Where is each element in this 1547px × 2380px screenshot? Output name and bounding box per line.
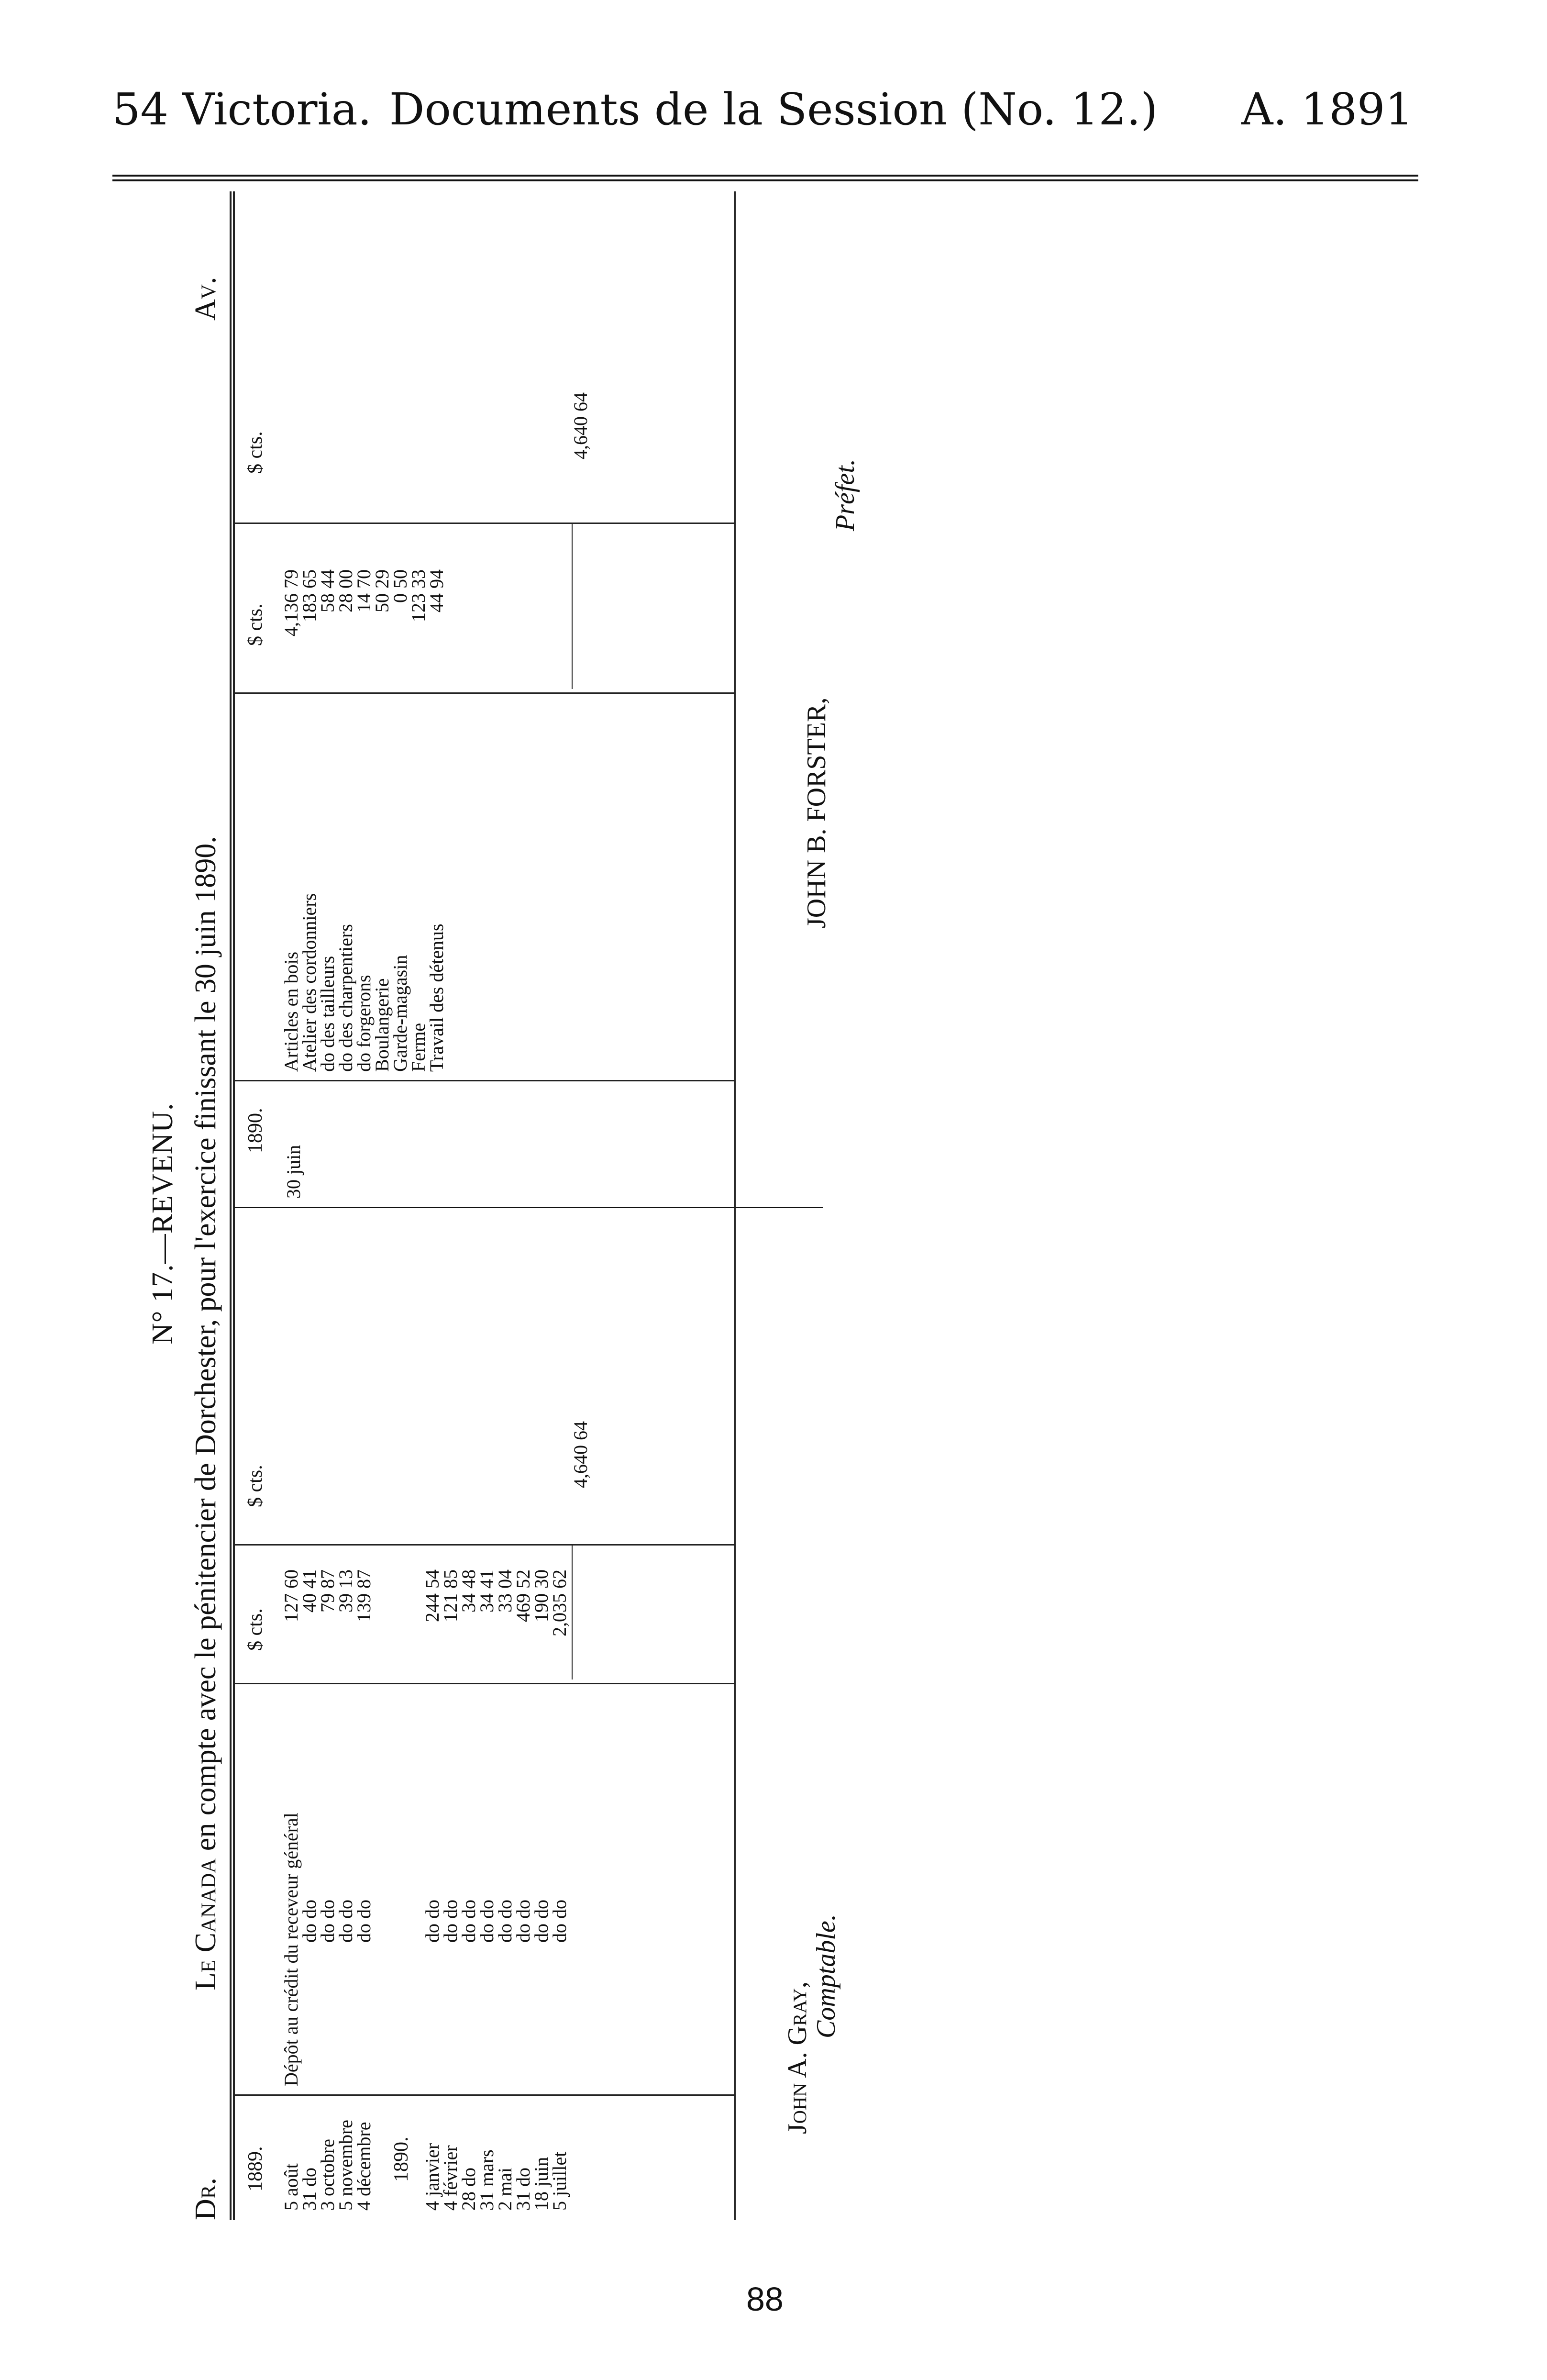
signature-gray-name: John A. Gray, [783,1981,812,2134]
entry-date: 18 juin [530,2157,552,2211]
table-number-title: N° 17.—REVENU. [146,1102,179,1345]
entry-date: 4 décembre [353,2122,375,2211]
entry-desc: Atelier des cordonniers [298,893,320,1072]
table-bottom-rule [734,191,736,2220]
av-total: 4,640 64 [570,392,591,459]
entry-amount: 139 87 [353,1569,375,1622]
dr-total-col-rule [234,1544,734,1546]
dr-label [189,2178,223,2220]
session-volume: 54 Victoria. [112,84,372,135]
entry-desc: do des tailleurs [317,956,338,1072]
table-top-rule [230,191,232,2220]
entry-amount: 79 87 [317,1569,338,1613]
entry-date: 2 mai [494,2168,516,2211]
document-title: Documents de la Session (No. 12.) [389,84,1158,135]
av-currency-header: $ cts. [244,603,266,646]
entry-desc: do do [476,1900,497,1943]
dr-amount-col-rule [234,1683,734,1684]
table-top-rule-2 [233,191,235,2220]
entry-date: 3 octobre [317,2139,338,2211]
dr-currency-header: $ cts. [244,1608,266,1651]
entry-desc: do do [335,1900,356,1943]
entry-desc: do forgerons [353,975,375,1072]
signature-forster-title: Préfet. [830,459,860,531]
table-subtitle [189,836,223,1991]
av-amount-col-rule [234,692,734,694]
entry-desc: do do [440,1900,461,1943]
subtitle-prefix: Le Canada [189,1858,222,1991]
entry-desc: Garde-magasin [389,955,411,1072]
entry-desc: Travail des détenus [426,923,447,1072]
dr-date-col-rule [234,2094,734,2096]
entry-date: 5 novembre [335,2120,356,2211]
av-date: 30 juin [283,1145,304,1199]
table-row [428,923,446,1072]
entry-amount: 0 50 [389,569,411,603]
entry-amount: 127 60 [280,1569,302,1622]
table-row [373,979,391,1072]
entry-desc: Dépôt au crédit du receveur général [280,1813,302,2086]
entry-amount: 121 85 [440,1569,461,1622]
av-text: Av. [189,277,222,321]
av-total-currency-header: $ cts. [244,431,266,474]
entry-date: 5 juillet [549,2151,570,2211]
entry-amount: 50 29 [371,569,393,612]
dr-year-1889: 1889. [244,2146,266,2191]
entry-date: 4 janvier [421,2143,443,2211]
entry-amount: 4,136 79 [280,569,302,636]
table-row [337,924,355,1072]
entry-desc: Ferme [408,1023,429,1072]
entry-amount: 244 54 [421,1569,443,1622]
table-row [409,1023,428,1072]
entry-amount: 40 41 [298,1569,320,1613]
entry-amount: 58 44 [317,569,338,612]
entry-desc: do do [353,1900,375,1943]
entry-desc: do do [458,1900,479,1943]
entry-desc: Articles en bois [280,951,302,1072]
entry-desc: do do [494,1900,516,1943]
av-sum-rule [572,524,573,689]
entry-amount: 183 65 [298,569,320,622]
entry-amount: 44 94 [426,569,447,612]
entry-amount: 14 70 [353,569,375,612]
entry-date: 5 août [280,2163,302,2211]
entry-desc: do do [298,1900,320,1943]
table-row [300,893,319,1072]
subtitle-rest: en compte avec le pénitencier de Dorchester, pour l'exercice finissant le 30 juin 1890. [189,836,222,1851]
table-row [355,975,373,1072]
entry-desc: do do [317,1900,338,1943]
entry-amount: 33 04 [494,1569,516,1613]
signature-gray-title: Comptable. [811,1914,841,2038]
dr-sum-rule [572,1546,573,1679]
page-number: 88 [746,2280,784,2318]
entry-amount: 28 00 [335,569,356,612]
av-year-1890: 1890. [244,1108,266,1153]
entry-desc: do do [549,1900,570,1943]
entry-amount: 34 41 [476,1569,497,1613]
av-total-col-rule [234,523,734,524]
entry-desc: Boulangerie [371,978,393,1072]
header-rule-bottom [112,179,1418,181]
entry-amount: 123 33 [408,569,429,622]
entry-amount: 190 30 [530,1569,552,1622]
av-label [189,277,223,321]
table-row [282,952,300,1072]
entry-desc: do do [512,1900,534,1943]
entry-date: 4 février [440,2145,461,2211]
entry-amount: 2,035 62 [549,1569,570,1636]
entry-desc: do des charpentiers [335,924,356,1072]
entry-desc: do do [530,1900,552,1943]
dr-total: 4,640 64 [570,1421,591,1488]
table-row [319,956,337,1072]
entry-date: 31 do [298,2168,320,2211]
revenue-account-table [112,191,973,2220]
entry-amount: 469 52 [512,1569,534,1622]
table-row [391,955,409,1072]
av-date-col-rule [234,1080,734,1081]
dr-text: Dr. [189,2178,222,2220]
year-label: A. 1891 [1241,84,1413,135]
header-rule-top [112,175,1418,177]
entry-amount: 34 48 [458,1569,479,1613]
entry-date: 31 do [512,2168,534,2211]
dr-total-currency-header: $ cts. [244,1465,266,1507]
entry-amount: 39 13 [335,1569,356,1613]
dr-year-1890: 1890. [390,2136,412,2182]
entry-date: 28 do [458,2168,479,2211]
entry-date: 31 mars [476,2149,497,2211]
entry-desc: do do [421,1900,443,1943]
signature-forster-name: JOHN B. FORSTER, [802,697,831,928]
